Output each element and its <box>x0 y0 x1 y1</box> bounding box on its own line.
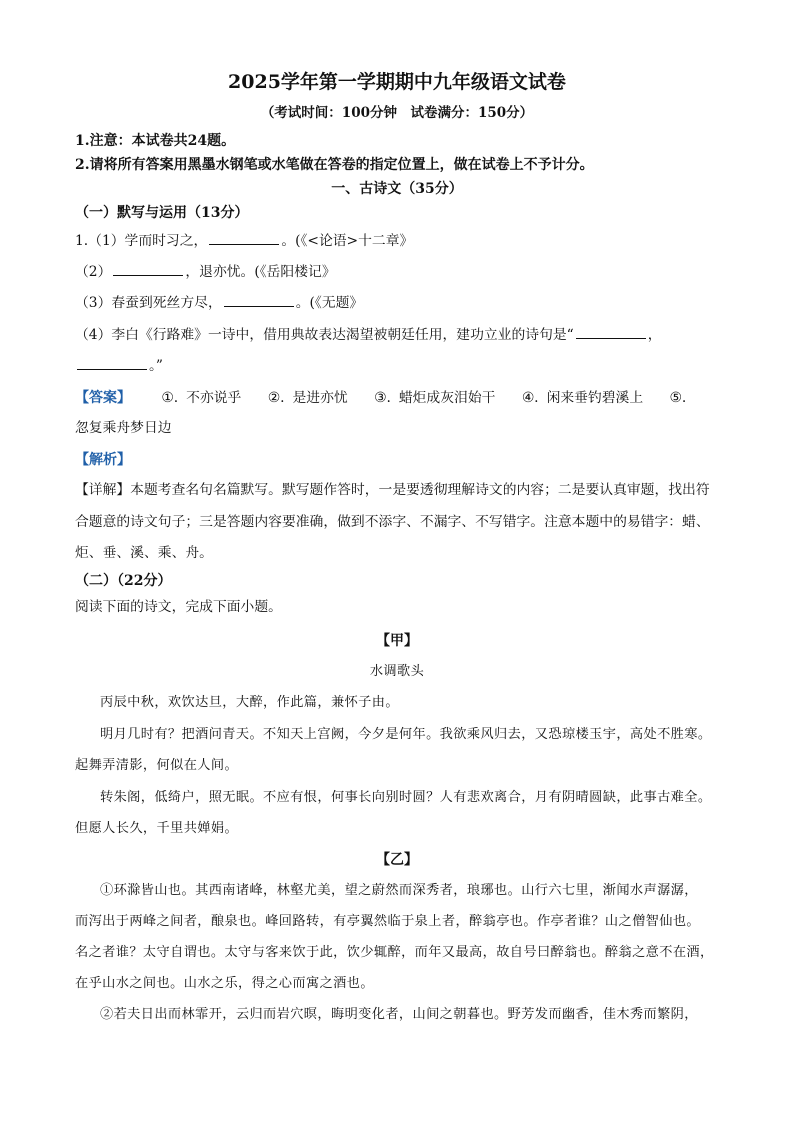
answer-item-2 <box>268 390 348 408</box>
answer-text: 蜡炬成灰泪始干 <box>398 390 496 406</box>
poem-preface: 丙辰中秋，欢饮达旦，大醉，作此篇，兼怀子由。 <box>100 695 399 710</box>
answer-item-1 <box>161 390 241 408</box>
passage-label-jia: 【甲】 <box>376 633 418 649</box>
poem-line-4: 但愿人长久，千里共婵娟。 <box>75 821 239 836</box>
passage-label-yi: 【乙】 <box>376 852 418 868</box>
question-text: （3）春蚕到死丝方尽， <box>75 295 222 311</box>
question-source: 。(《<论语>十二章》 <box>281 233 414 249</box>
exam-info: （考试时间：100分钟 试卷满分：150分） <box>260 105 534 121</box>
answer-item-5 <box>670 390 695 408</box>
answer-number: ③. <box>374 390 391 406</box>
answer-blank <box>224 294 294 307</box>
answer-blank <box>113 263 183 276</box>
question-punct: 。” <box>149 358 163 374</box>
answer-item-3 <box>374 390 495 408</box>
prose-p1-line-4: 在乎山水之间也。山水之乐，得之心而寓之酒也。 <box>75 976 374 991</box>
poem-line-1: 明月几时有？把酒问青天。不知天上宫阙，今夕是何年。我欲乘风归去，又恐琼楼玉宇，高处不胜寒。 <box>100 727 712 742</box>
answer-tag: 【答案】 <box>75 390 131 406</box>
answer-blank <box>576 326 646 339</box>
detail-line-2: 合题意的诗文句子；三是答题内容要准确，做到不添字、不漏字、不写错字。注意本题中的易错字：蜡、 <box>75 514 710 530</box>
answer-text: 是进亦忧 <box>292 390 348 406</box>
part1-heading: （一）默写与运用（13分） <box>75 205 249 221</box>
prose-p1-line-2: 而泻出于两峰之间者，酿泉也。峰回路转，有亭翼然临于泉上者，醉翁亭也。作亭者谁？山之僧智仙也。 <box>75 914 701 929</box>
answer-line <box>75 389 716 408</box>
answer-blank <box>209 232 279 245</box>
question-1-4 <box>75 326 662 345</box>
detail-line-3: 炬、垂、溪、乘、舟。 <box>75 545 213 561</box>
answer-number: ④. <box>521 390 539 406</box>
note-2: 2.请将所有答案用黑墨水钢笔或水笔做在答卷的指定位置上，做在试卷上不予计分。 <box>75 157 594 173</box>
poem-line-2: 起舞弄清影，何似在人间。 <box>75 758 239 773</box>
answer-text: 闲来垂钓碧溪上 <box>546 390 644 406</box>
question-1-3 <box>75 294 363 313</box>
question-text: 1.（1）学而时习之， <box>75 233 208 249</box>
prose-p1-line-1: ①环滁皆山也。其西南诸峰，林壑尤美，望之蔚然而深秀者，琅琊也。山行六七里，渐闻水声潺潺， <box>100 883 698 898</box>
question-1-1 <box>75 232 413 251</box>
page-title: 2025学年第一学期期中九年级语文试卷 <box>228 71 566 93</box>
answer-continuation: 忽复乘舟梦日边 <box>75 420 172 436</box>
analysis-tag: 【解析】 <box>75 452 131 468</box>
answer-number: ①. <box>161 390 179 406</box>
answer-item-4 <box>522 390 643 408</box>
question-text: （4）李白《行路难》一诗中，借用典故表达渴望被朝廷任用，建功立业的诗句是“ <box>75 327 574 343</box>
answer-number: ②. <box>267 390 285 406</box>
answer-number: ⑤. <box>669 390 687 406</box>
question-punct: ， <box>647 327 662 343</box>
answer-blank <box>77 357 147 370</box>
prose-p2-line-1: ②若夫日出而林霏开，云归而岩穴暝，晦明变化者，山间之朝暮也。野芳发而幽香，佳木秀而繁阴， <box>100 1007 698 1022</box>
section-heading: 一、古诗文（35分） <box>331 181 463 197</box>
question-source: 。(《无题》 <box>295 295 364 311</box>
answer-text: 不亦说乎 <box>186 390 242 406</box>
question-source: ，退亦忧。(《岳阳楼记》 <box>185 264 336 280</box>
note-1: 1.注意：本试卷共24题。 <box>75 133 236 149</box>
question-1-2 <box>75 263 336 282</box>
question-1-4-cont <box>75 357 163 376</box>
poem-line-3: 转朱阁，低绮户，照无眠。不应有恨，何事长向别时圆？人有悲欢离合，月有阴晴圆缺，此事古难全。 <box>100 790 712 805</box>
question-text: （2） <box>75 264 112 280</box>
part2-heading: （二）（22分） <box>75 573 172 589</box>
detail-line-1: 【详解】本题考查名句名篇默写。默写题作答时，一是要透彻理解诗文的内容；二是要认真审题，找出符 <box>75 482 710 498</box>
part2-intro: 阅读下面的诗文，完成下面小题。 <box>75 599 282 615</box>
poem-title: 水调歌头 <box>369 664 425 679</box>
prose-p1-line-3: 名之者谁？太守自谓也。太守与客来饮于此，饮少辄醉，而年又最高，故自号曰醉翁也。醉翁之意不在酒， <box>75 945 714 960</box>
